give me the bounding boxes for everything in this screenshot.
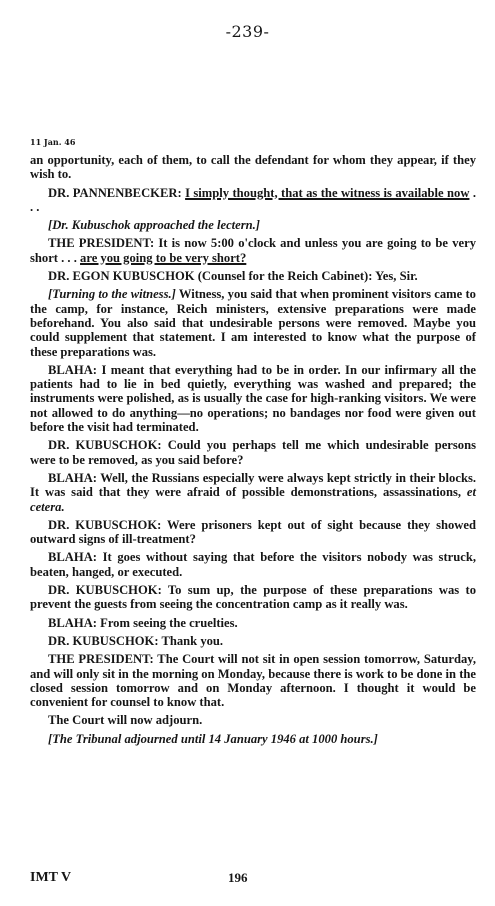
transcript-body [30,153,476,750]
paragraph-adjourn: The Court will now adjourn. [48,713,203,728]
ellipsis: . . . [30,185,476,214]
italic-text: [Dr. Kubuschok approached the lectern.] [48,218,261,233]
stage-direction-lectern [30,218,476,232]
paragraph-blaha-4: BLAHA: From seeing the cruelties. [48,615,238,630]
paragraph-text: THE PRESIDENT: It is now 5:00 o'clock and unless you are going to be very short . . . [30,236,476,265]
italic-text: [The Tribunal adjourned until 14 January 1946 at 1000 hours.] [48,731,378,746]
paragraph-blaha-3: BLAHA: It goes without saying that before the visitors nobody was struck, beaten, hanged, or executed. [30,550,476,579]
stage-direction-adjourned [30,732,476,746]
underlined-text: I simply thought, that as the witness is available now [185,185,470,200]
paragraph-kubuschok-question-3: DR. KUBUSCHOK: Were prisoners kept out of sight because they showed outward signs of ill-treatment? [30,517,476,547]
paragraph-kubuschok-intro: DR. EGON KUBUSCHOK (Counsel for the Reich Cabinet): Yes, Sir. [48,269,418,284]
paragraph-blaha-2 [30,471,476,514]
footer-page-number: 196 [228,870,248,885]
italic-text: [Turning to the witness.] [48,287,176,302]
paragraph-text: BLAHA: Well, the Russians especially were always kept strictly in their blocks. It was said that they were afraid of possible demonstrations, assassinations, [30,470,476,500]
paragraph-blaha-1: BLAHA: I meant that everything had to be in order. In our infirmary all the patients had to lie in bed quietly, everything was washed and prepared; the instruments were polished, as is usually the case for high-ranking visitors. We were not allowed to do anything—no operations; no bandages nor food were given out before the visit had terminated. [30,362,476,435]
date-mark: 11 Jan. 46 [30,137,76,147]
italic-text: et cetera. [30,485,476,514]
speaker-label: DR. PANNENBECKER: [48,185,186,200]
paragraph-continuation: an opportunity, each of them, to call the defendant for whom they appear, if they wish to. [30,153,476,182]
paragraph-kubuschok-question-1 [30,287,476,358]
paragraph-president-2: THE PRESIDENT: The Court will not sit in open session tomorrow, Saturday, and will only sit in the morning on Monday, because there is work to be done in the closed session tomorrow and on Monday afternoon. I thought it would be convenient for counsel to know that. [30,652,476,710]
paragraph-kubuschok-summary: DR. KUBUSCHOK: To sum up, the purpose of these preparations was to prevent the guests from seeing the concentration camp as it really was. [30,583,476,612]
paragraph-pannenbecker [30,186,476,215]
paragraph-kubuschok-question-2: DR. KUBUSCHOK: Could you perhaps tell me which undesirable persons were to be removed, as you said before? [30,438,476,467]
paragraph-president-1 [30,236,476,265]
paragraph-text: Witness, you said that when prominent visitors came to the camp, for instance, Reich ministers, extensive preparations were made beforehand. You also said that undesirable persons were removed. Maybe you could supplement that statement. I am interested to know what the purpose of these preparations was. [30,287,476,359]
underlined-text: are you going to be very short? [80,250,247,265]
page-number: -239- [225,22,270,41]
paragraph-kubuschok-thanks: DR. KUBUSCHOK: Thank you. [48,633,224,648]
footer-volume: IMT V [30,870,72,885]
